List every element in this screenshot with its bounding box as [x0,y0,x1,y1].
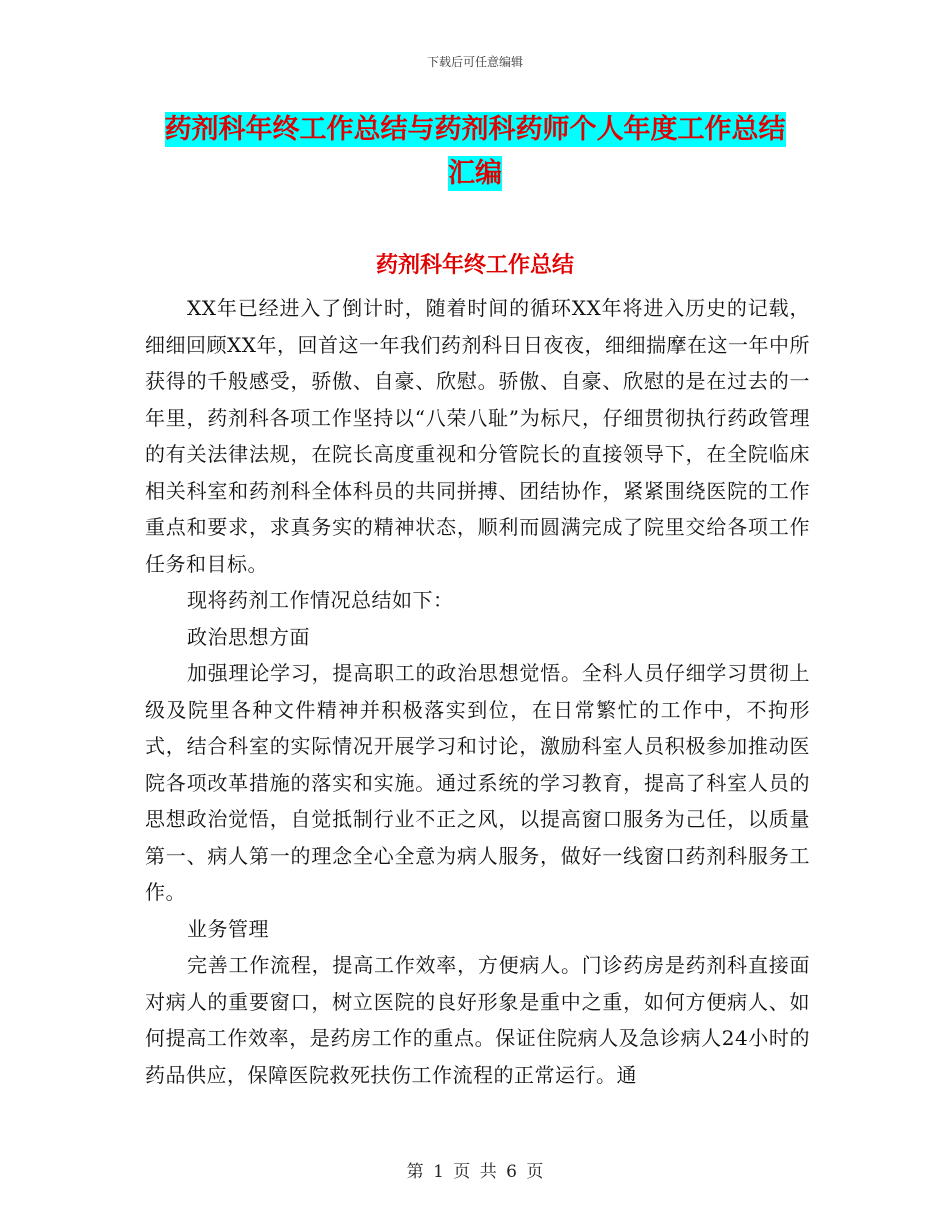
document-title-line-2: 汇编 [448,158,502,189]
document-title [0,108,950,196]
paragraph-summary-lead: 现将药剂工作情况总结如下： [187,588,454,612]
subheading-political-thought: 政治思想方面 [187,624,310,649]
subheading-business-management: 业务管理 [187,916,269,941]
section-title: 药剂科年终工作总结 [375,253,574,278]
paragraph-business-management: 完善工作流程，提高工作效率，方便病人。门诊药房是药剂科直接面对病人的重要窗口，树立医院的良好形象是重中之重，如何方便病人、如何提高工作效率，是药房工作的重点。保证住院病人及急诊病人24小时的药品供应，保障医院救死扶伤工作流程的正常运行。通 [145,953,810,1087]
header-note: 下载后可任意编辑 [426,55,523,69]
page-number-footer: 第 1 页 共 6 页 [406,1162,544,1182]
document-body [145,290,810,1093]
paragraph-intro: XX年已经进入了倒计时，随着时间的循环XX年将进入历史的记载，细细回顾XX年，回首这一年我们药剂科日日夜夜，细细揣摩在这一年中所获得的千般感受，骄傲、自豪、欣慰。骄傲、自豪、欣慰的是在过去的一年里，药剂科各项工作坚持以“八荣八耻”为标尺，仔细贯彻执行药政管理的有关法律法规，在院长高度重视和分管院长的直接领导下，在全院临床相关科室和药剂科全体科员的共同拼搏、团结协作，紧紧围绕医院的工作重点和要求，求真务实的精神状态，顺利而圆满完成了院里交给各项工作任务和目标。 [145,296,810,576]
paragraph-political-thought: 加强理论学习，提高职工的政治思想觉悟。全科人员仔细学习贯彻上级及院里各种文件精神并积极落实到位，在日常繁忙的工作中，不拘形式，结合科室的实际情况开展学习和讨论，激励科室人员积极参加推动医院各项改革措施的落实和实施。通过系统的学习教育，提高了科室人员的思想政治觉悟，自觉抵制行业不正之风，以提高窗口服务为己任，以质量第一、病人第一的理念全心全意为病人服务，做好一线窗口药剂科服务工作。 [145,661,810,904]
document-title-line-1: 药剂科年终工作总结与药剂科药师个人年度工作总结 [164,114,786,145]
